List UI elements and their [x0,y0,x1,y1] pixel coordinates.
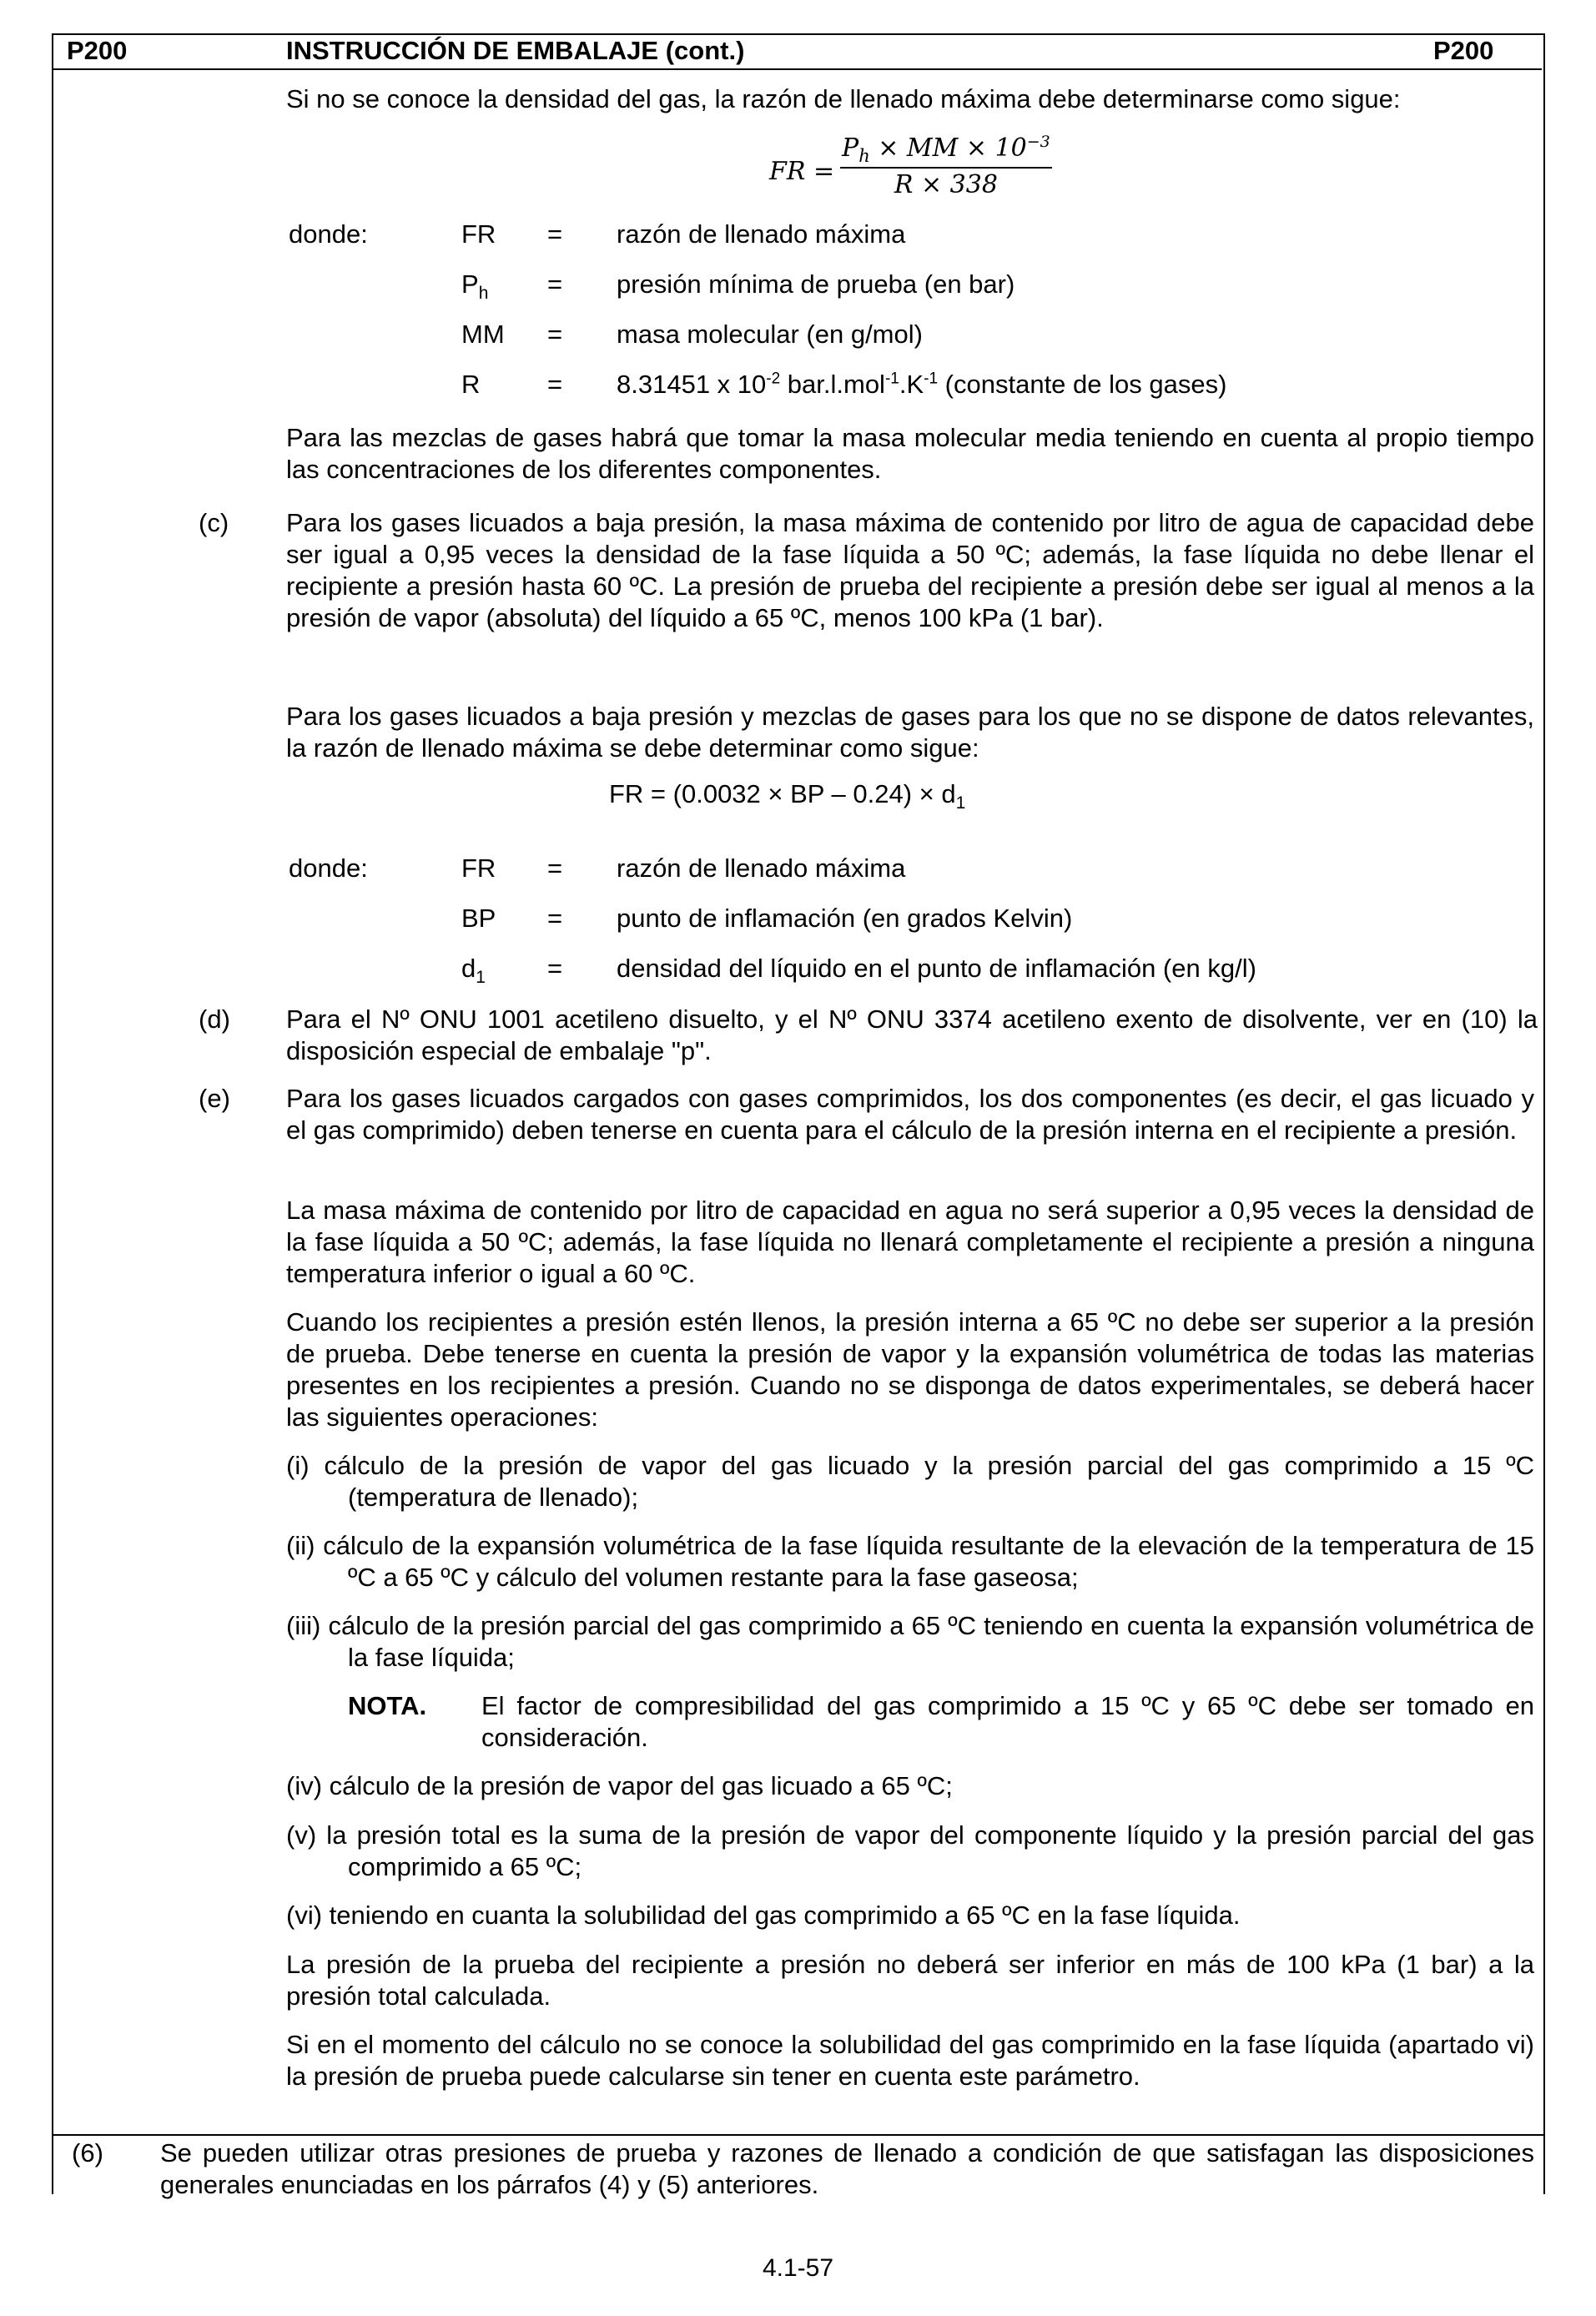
formula1-fraction [840,133,1052,200]
item-d-paragraph: Para el Nº ONU 1001 acetileno disuelto, y el Nº ONU 3374 acetileno exento de disolvente, ver en (10) la disposición especial de embalaje "p". [286,1004,1538,1065]
formula1-lhs: FR = [769,157,835,186]
page-number: 4.1-57 [762,2254,834,2282]
def-symbol: $d_1$ [461,954,486,988]
section-6-label: (6) [72,2138,103,2167]
item-d-label: (d) [199,1004,230,1034]
step-vi: (vi) teniendo en cuanta la solubilidad del gas comprimido a 65 ºC en la fase líquida. [286,1901,1241,1930]
def-equals: = [547,269,563,299]
def-description: razón de llenado máxima [617,853,906,883]
def-equals: = [547,320,563,349]
def-symbol: MM [461,320,505,349]
def-description: densidad del líquido en el punto de inflamación (en kg/l) [617,954,1256,983]
def-description: masa molecular (en g/mol) [617,320,923,349]
step-i: (i) cálculo de la presión de vapor del gas licuado y la presión parcial del gas comprimido a 15 ºC (temperatura de llenado); [286,1451,1534,1512]
item-c-label: (c) [199,508,229,537]
item-e-paragraph-2: La masa máxima de contenido por litro de capacidad en agua no será superior a 0,95 veces la densidad de la fase líquida a 50 ºC; además, la fase líquida no llenará completamente el recipiente a presión a ninguna temperatura inferior o igual a 60 ºC. [286,1196,1534,1288]
note-label: NOTA. [348,1691,427,1720]
header-title: INSTRUCCIÓN DE EMBALAJE (cont.) [286,36,745,65]
step-iv: (iv) cálculo de la presión de vapor del gas licuado a 65 ºC; [286,1771,953,1800]
item-e-label: (e) [199,1084,230,1113]
header-code-right: P200 [1433,36,1494,65]
def-symbol: BP [461,904,496,933]
def-description: presión mínima de prueba (en bar) [617,269,1015,299]
step-v: (v) la presión total es la suma de la presión de vapor del componente líquido y la presión parcial del gas comprimido a 65 ºC; [286,1820,1534,1881]
formula1-numerator: $P_h$ × MM × $10^{-3}$ [840,133,1052,169]
item-c-paragraph-2: Para los gases licuados a baja presión y mezclas de gases para los que no se dispone de datos relevantes, la razón de llenado máxima se debe determinar como sigue: [286,702,1534,763]
table-header [52,33,1542,70]
def-equals: = [547,219,563,249]
gas-constant-value: 8.31451 x $10^{-2}$ $bar.l.mol^{-1}.K^{-1}$ (constante de los gases) [617,370,1227,399]
step-ii: (ii) cálculo de la expansión volumétrica de la fase líquida resultante de la elevación de la temperatura de 15 ºC a 65 ºC y cálculo del volumen restante para la fase gaseosa; [286,1531,1534,1592]
def-equals: = [547,954,563,983]
def-description: razón de llenado máxima [617,219,906,249]
section-6-paragraph: Se pueden utilizar otras presiones de prueba y razones de llenado a condición de que satisfagan las disposiciones generales enunciadas en los párrafos (4) y (5) anteriores. [160,2138,1534,2199]
step-iii: (iii) cálculo de la presión parcial del gas comprimido a 65 ºC teniendo en cuenta la expansión volumétrica de la fase líquida; [286,1611,1534,1672]
item-e-paragraph-1: Para los gases licuados cargados con gases comprimidos, los dos componentes (es decir, el gas licuado y el gas comprimido) deben tenerse en cuenta para el cálculo de la presión interna en el recipiente a presión. [286,1084,1534,1145]
def-symbol: $P_h$ [461,269,489,304]
where-label-2: donde: [289,853,368,883]
item-e-paragraph-3: Cuando los recipientes a presión estén llenos, la presión interna a 65 ºC no debe ser superior a la presión de prueba. Debe tenerse en cuenta la presión de vapor y la expansión volumétrica de todas las materias presentes en los recipientes a presión. Cuando no se disponga de datos experimentales, se deberá hacer las siguientes operaciones: [286,1307,1534,1432]
def-equals: = [547,370,563,399]
intro-text: Si no se conoce la densidad del gas, la razón de llenado máxima debe determinarse como sigue: [286,84,1401,113]
item-c-paragraph: Para los gases licuados a baja presión, la masa máxima de contenido por litro de agua de capacidad debe ser igual a 0,95 veces la densidad de la fase líquida a 50 ºC; además, la fase líquida no debe llenar el recipiente a presión hasta 60 ºC. La presión de prueba del recipiente a presión debe ser igual al menos a la presión de vapor (absoluta) del líquido a 65 ºC, menos 100 kPa (1 bar). [286,508,1534,632]
def-equals: = [547,904,563,933]
where-label-1: donde: [289,219,368,249]
item-e-paragraph-5: Si en el momento del cálculo no se conoce la solubilidad del gas comprimido en la fase líquida (apartado vi) la presión de prueba puede calcularse sin tener en cuenta este parámetro. [286,2030,1534,2091]
def-symbol: FR [461,219,496,249]
packing-instruction-frame [52,33,1543,2199]
def-equals: = [547,853,563,883]
def-description: punto de inflamación (en grados Kelvin) [617,904,1073,933]
header-code-left: P200 [67,36,128,65]
def-symbol: FR [461,853,496,883]
row-divider [52,2134,1543,2136]
mixture-paragraph: Para las mezclas de gases habrá que tomar la masa molecular media teniendo en cuenta al propio tiempo las concentraciones de los diferentes componentes. [286,423,1534,484]
item-e-paragraph-4: La presión de la prueba del recipiente a presión no deberá ser inferior en más de 100 kPa (1 bar) a la presión total calculada. [286,1950,1534,2011]
formula2: FR = (0.0032 × BP – $0.24) \times d_1$ [609,779,966,813]
formula1-denominator: R × 338 [894,170,998,199]
note-text: El factor de compresibilidad del gas comprimido a 15 ºC y 65 ºC debe ser tomado en consideración. [481,1691,1534,1752]
def-symbol: R [461,370,481,399]
